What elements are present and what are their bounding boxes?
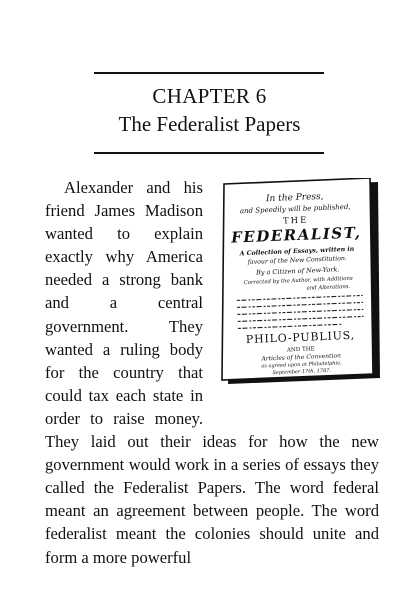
chapter-title: The Federalist Papers — [118, 112, 301, 136]
clipping-line-5: A Collection of Essays, written in — [239, 245, 355, 258]
clipping-line-13: as agreed upon at Philadelphia, — [261, 360, 342, 370]
clipping-line-2: and Speedily will be published, — [239, 202, 351, 216]
chapter-number: CHAPTER 6 — [152, 84, 267, 108]
clipping-line-12: Articles of the Convention — [261, 352, 342, 363]
chapter-top-rule — [94, 72, 324, 74]
clipping-line-10: PHILO-PUBLIUS, — [245, 328, 356, 347]
illustration-wrap-spacer — [203, 176, 379, 407]
clipping-line-14: September 17th, 1787. — [272, 367, 332, 377]
clipping-line-8: Corrected by the Author, with Additions — [243, 275, 353, 287]
clipping-line-4: FEDERALIST, — [230, 223, 362, 247]
chapter-bottom-rule — [94, 152, 324, 154]
body-paragraph: Alexander and his friend James Madison wanted to explain exactly why America needed a strong bank and a central government. They wanted a ruling body for the country that could tax each state in order to raise money. They laid out their ideas for how the new government would work in a series of essays they called the Federalist Papers. The word federal meant an agreement between people. The word federalist meant the colonies should unite and form a more powerful — [45, 178, 379, 567]
clipping-line-11: AND THE — [286, 346, 315, 354]
clipping-line-9: and Alterations. — [306, 283, 351, 292]
clipping-line-1: In the Press, — [265, 191, 324, 205]
chapter-body-text — [45, 176, 379, 569]
clipping-line-3: THE — [282, 215, 309, 227]
clipping-line-7: By a Citizen of New-York. — [255, 265, 340, 277]
clipping-line-6: favour of the New Constitution. — [247, 255, 348, 267]
